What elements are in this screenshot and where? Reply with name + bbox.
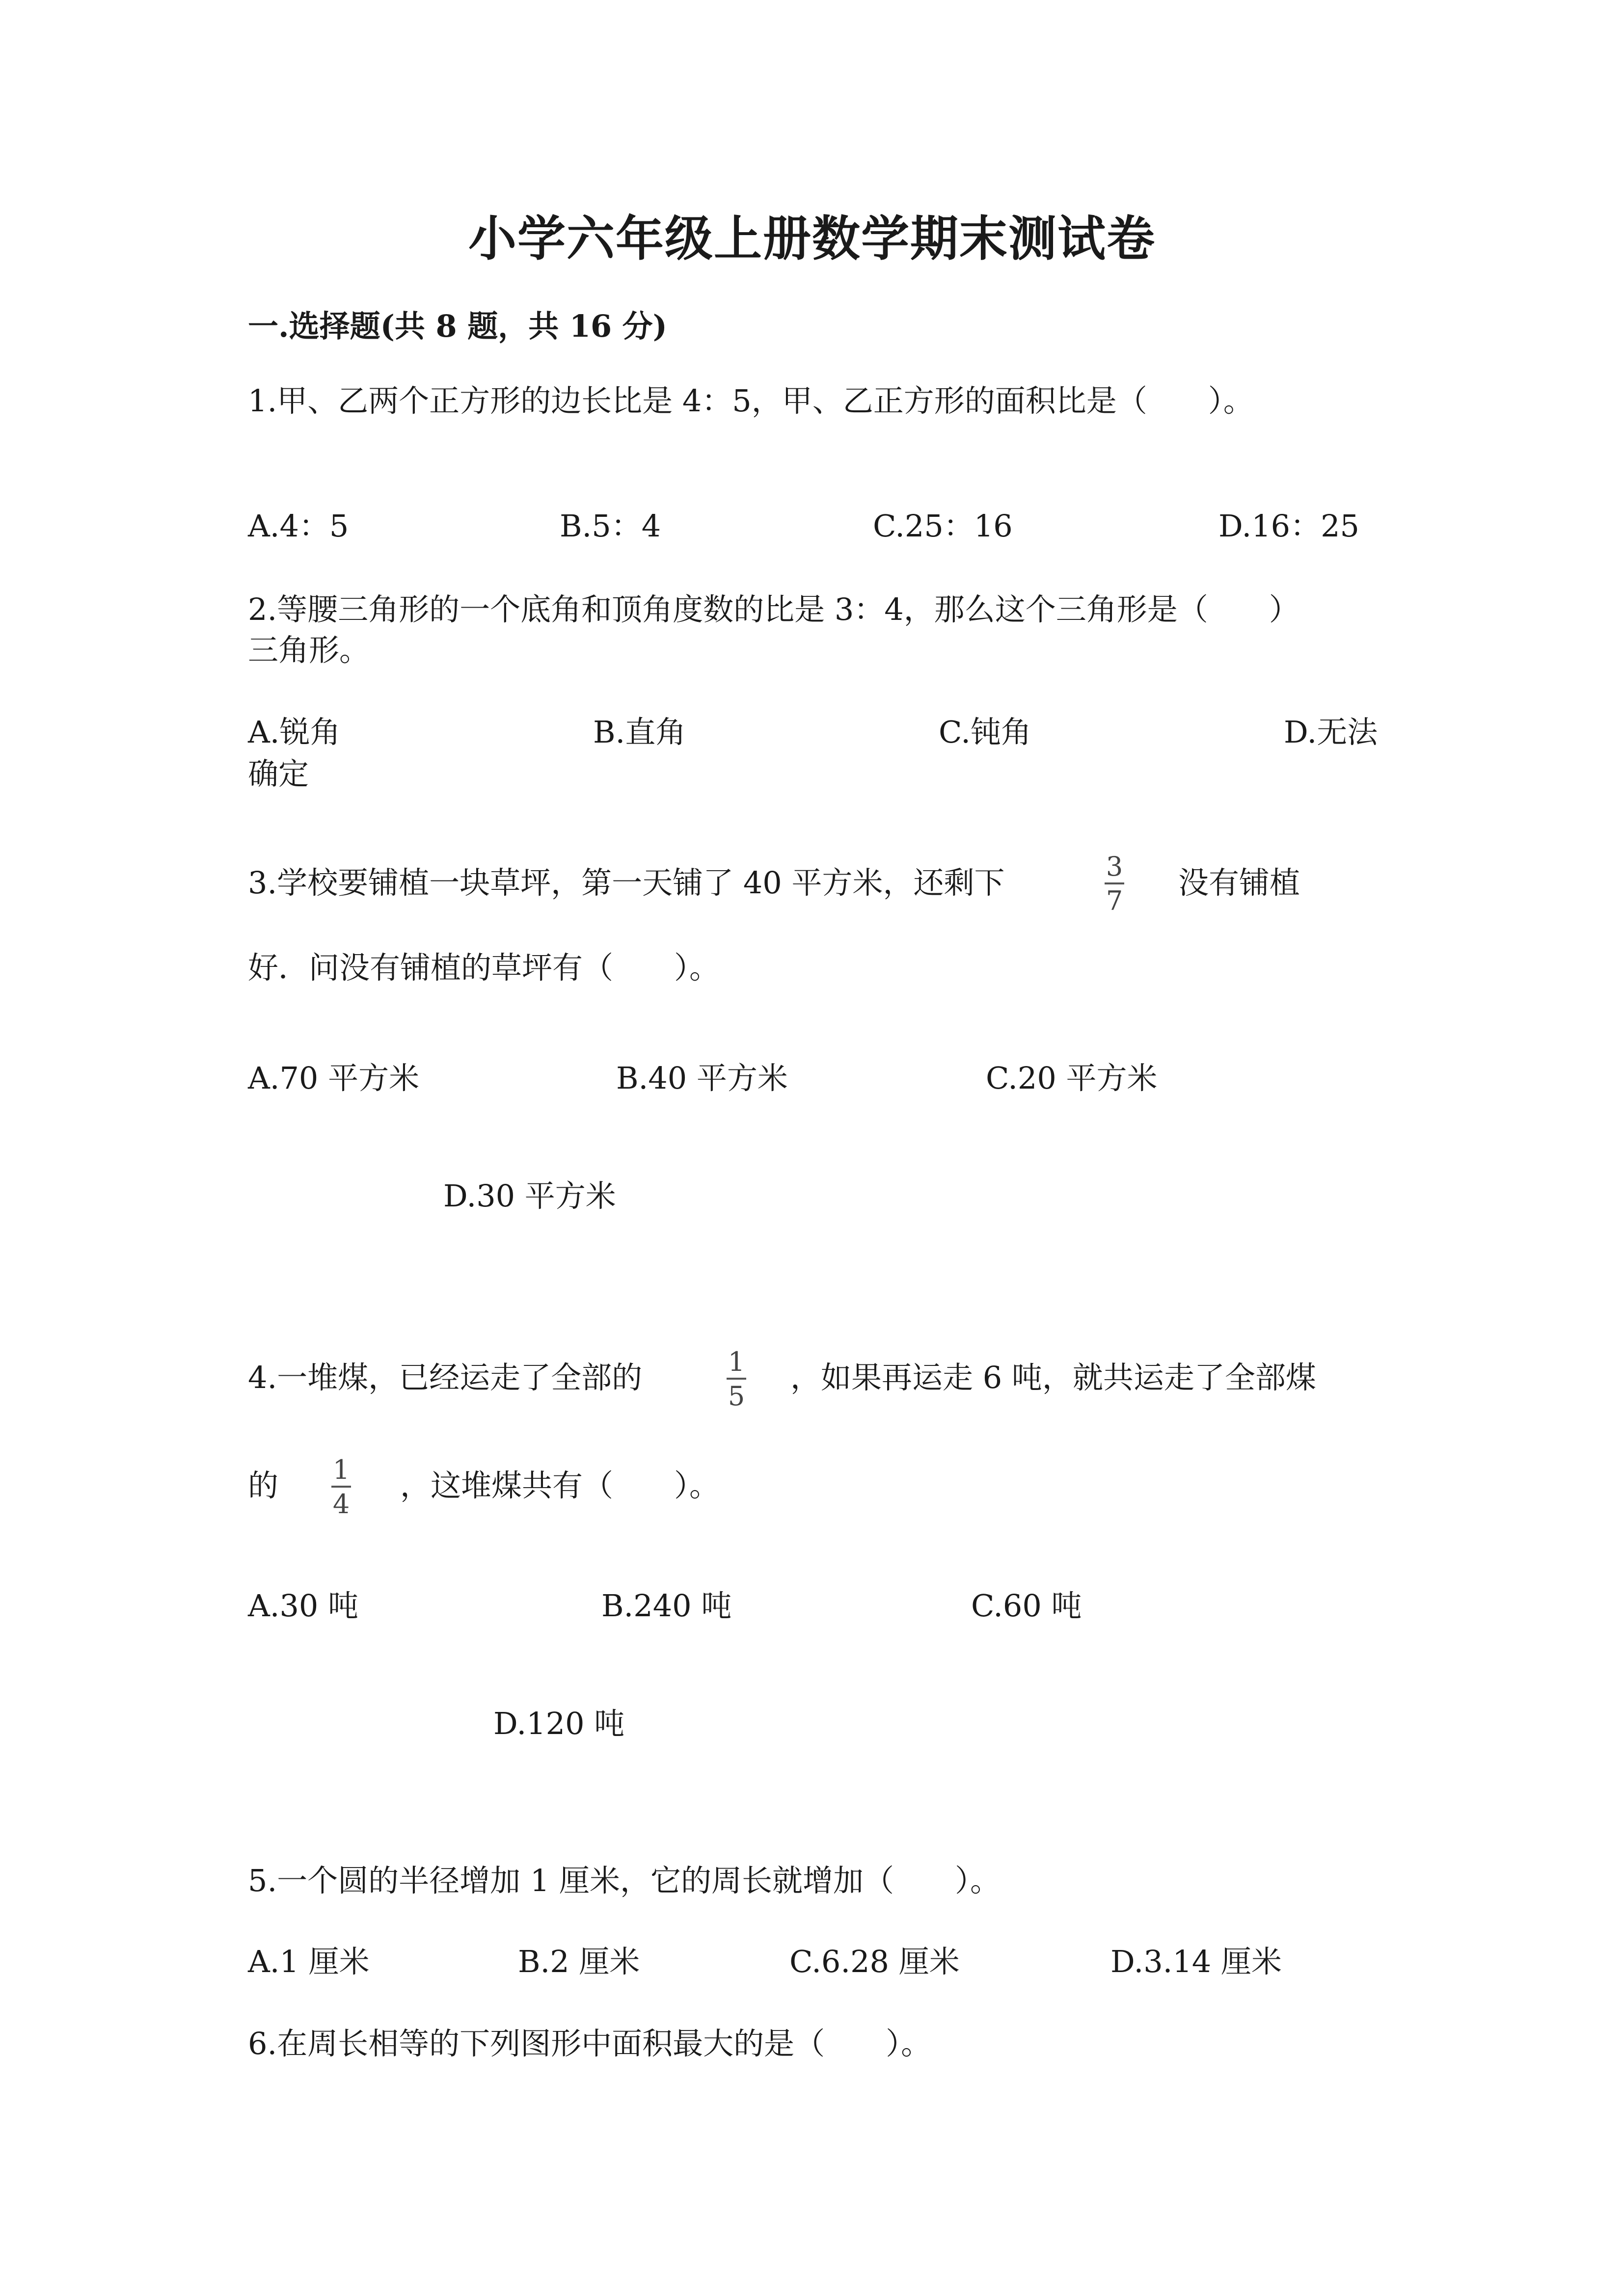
question-2-option-c[interactable]: C.钝角 bbox=[939, 714, 1031, 750]
question-4-option-a[interactable]: A.30 吨 bbox=[248, 1588, 359, 1624]
question-3-option-a[interactable]: A.70 平方米 bbox=[248, 1060, 420, 1096]
fraction-bar bbox=[1105, 882, 1124, 884]
question-2-option-d-wrap: 确定 bbox=[248, 756, 309, 792]
question-2-stem-line1: 2.等腰三角形的一个底角和顶角度数的比是 3：4，那么这个三角形是（ ） bbox=[248, 591, 1299, 627]
question-5-stem: 5.一个圆的半径增加 1 厘米，它的周长就增加（ ）。 bbox=[248, 1863, 1001, 1898]
question-5-option-a[interactable]: A.1 厘米 bbox=[248, 1944, 370, 1979]
question-4-stem-line2-part2: ，这堆煤共有（ ）。 bbox=[400, 1468, 720, 1503]
question-2-option-b[interactable]: B.直角 bbox=[593, 714, 686, 750]
fraction-denominator: 7 bbox=[1106, 885, 1123, 916]
question-2-option-d[interactable]: D.无法 bbox=[1284, 714, 1378, 750]
question-4-fraction-1 bbox=[727, 1347, 746, 1411]
question-3-fraction bbox=[1105, 852, 1124, 916]
fraction-numerator: 3 bbox=[1106, 851, 1123, 882]
question-4-option-c[interactable]: C.60 吨 bbox=[971, 1588, 1082, 1624]
fraction-bar bbox=[331, 1486, 351, 1488]
question-2-stem-line2: 三角形。 bbox=[248, 632, 370, 668]
question-3-stem-part1: 3.学校要铺植一块草坪，第一天铺了 40 平方米，还剩下 bbox=[248, 865, 1005, 901]
question-4-stem-part2: ，如果再运走 6 吨，就共运走了全部煤 bbox=[790, 1360, 1316, 1395]
question-1-option-a[interactable]: A.4：5 bbox=[248, 508, 349, 544]
question-5-option-b[interactable]: B.2 厘米 bbox=[518, 1944, 640, 1979]
question-2-option-a[interactable]: A.锐角 bbox=[248, 714, 341, 750]
question-4-stem-part1: 4.一堆煤，已经运走了全部的 bbox=[248, 1360, 643, 1395]
fraction-denominator: 4 bbox=[332, 1489, 350, 1520]
question-6-stem: 6.在周长相等的下列图形中面积最大的是（ ）。 bbox=[248, 2026, 932, 2061]
fraction-numerator: 1 bbox=[332, 1454, 350, 1485]
question-3-option-c[interactable]: C.20 平方米 bbox=[986, 1060, 1158, 1096]
question-3-stem-part2: 没有铺植 bbox=[1178, 865, 1300, 901]
fraction-numerator: 1 bbox=[728, 1346, 745, 1377]
fraction-denominator: 5 bbox=[728, 1381, 745, 1412]
question-3-stem-line2: 好．问没有铺植的草坪有（ ）。 bbox=[248, 950, 720, 986]
question-5-option-d[interactable]: D.3.14 厘米 bbox=[1110, 1944, 1282, 1979]
question-3-option-d[interactable]: D.30 平方米 bbox=[443, 1178, 616, 1214]
page-title: 小学六年级上册数学期末测试卷 bbox=[468, 211, 1156, 267]
question-4-fraction-2 bbox=[331, 1455, 351, 1519]
question-1-option-c[interactable]: C.25：16 bbox=[873, 508, 1013, 544]
question-4-stem-line2-part1: 的 bbox=[248, 1468, 279, 1503]
section-heading: 一.选择题(共 8 题，共 16 分) bbox=[248, 308, 668, 344]
question-1-option-b[interactable]: B.5：4 bbox=[560, 508, 661, 544]
question-5-option-c[interactable]: C.6.28 厘米 bbox=[789, 1944, 960, 1979]
question-3-option-b[interactable]: B.40 平方米 bbox=[616, 1060, 788, 1096]
fraction-bar bbox=[727, 1378, 746, 1380]
question-4-option-b[interactable]: B.240 吨 bbox=[601, 1588, 732, 1624]
question-1-option-d[interactable]: D.16：25 bbox=[1218, 508, 1359, 544]
question-1-stem: 1.甲、乙两个正方形的边长比是 4：5，甲、乙正方形的面积比是（ ）。 bbox=[248, 383, 1254, 419]
question-4-option-d[interactable]: D.120 吨 bbox=[493, 1706, 625, 1741]
